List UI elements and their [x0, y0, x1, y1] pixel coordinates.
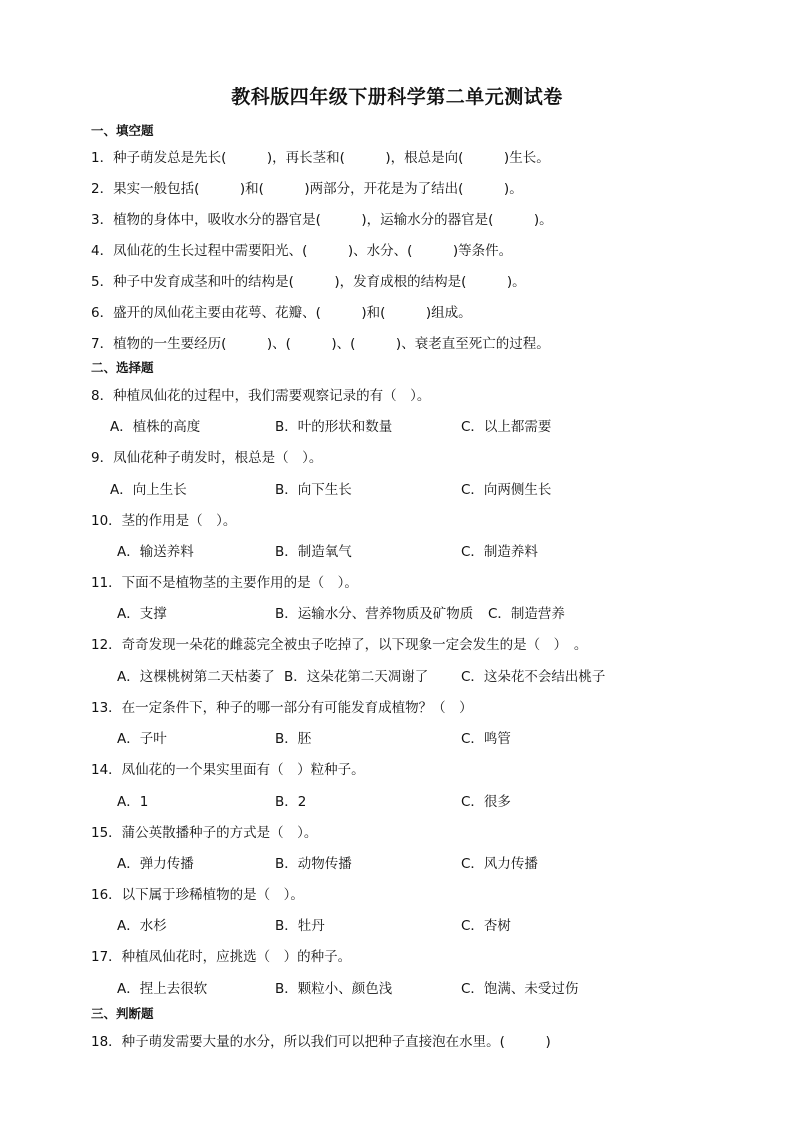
option-c: C．鸣管	[461, 731, 511, 747]
options-row	[0, 478, 794, 498]
question-4: 4．凤仙花的生长过程中需要阳光、( )、水分、( )等条件。	[91, 243, 513, 259]
option-a: A．水杉	[117, 918, 167, 934]
options-row	[0, 852, 794, 872]
option-a: A．1	[117, 794, 149, 810]
section-judge-heading: 三、判断题	[91, 1006, 154, 1021]
option-b: B．胚	[275, 731, 312, 747]
option-a: A．捏上去很软	[117, 981, 208, 997]
option-b: B．运输水分、营养物质及矿物质	[275, 606, 474, 622]
options-row	[0, 415, 794, 435]
section-choice-heading: 二、选择题	[91, 360, 154, 375]
question-2: 2．果实一般包括( )和( )两部分，开花是为了结出( )。	[91, 181, 523, 197]
option-a: A．这棵桃树第二天枯萎了	[117, 669, 275, 685]
option-a: A．输送养料	[117, 544, 194, 560]
option-a: A．向上生长	[110, 482, 187, 498]
section-fill-blank-heading: 一、填空题	[91, 123, 154, 138]
question-16: 16．以下属于珍稀植物的是（ ）。	[91, 887, 304, 903]
question-13: 13．在一定条件下，种子的哪一部分有可能发育成植物？（ ）	[91, 700, 473, 716]
option-c: C．饱满、未受过伤	[461, 981, 579, 997]
options-row	[0, 602, 794, 622]
option-c: C．杏树	[461, 918, 511, 934]
option-a: A．子叶	[117, 731, 167, 747]
option-c: C．很多	[461, 794, 511, 810]
question-1: 1．种子萌发总是先长( )，再长茎和( )，根总是向( )生长。	[91, 150, 550, 166]
question-10: 10．茎的作用是（ ）。	[91, 513, 237, 529]
options-row	[0, 727, 794, 747]
option-c: C．制造养料	[461, 544, 538, 560]
option-a: A．弹力传播	[117, 856, 194, 872]
options-row	[0, 665, 794, 685]
option-a: A．支撑	[117, 606, 167, 622]
option-c: C．风力传播	[461, 856, 538, 872]
question-18: 18．种子萌发需要大量的水分，所以我们可以把种子直接泡在水里。( )	[91, 1034, 551, 1050]
option-c: C．以上都需要	[461, 419, 552, 435]
question-12: 12．奇奇发现一朵花的雌蕊完全被虫子吃掉了，以下现象一定会发生的是（ ） 。	[91, 637, 588, 653]
option-a: A．植株的高度	[110, 419, 201, 435]
question-6: 6．盛开的凤仙花主要由花萼、花瓣、( )和( )组成。	[91, 305, 472, 321]
option-c: C．制造营养	[488, 606, 565, 622]
page-title: 教科版四年级下册科学第二单元测试卷	[231, 86, 563, 108]
question-9: 9．凤仙花种子萌发时，根总是（ ）。	[91, 450, 323, 466]
question-7: 7．植物的一生要经历( )、( )、( )、衰老直至死亡的过程。	[91, 336, 550, 352]
question-17: 17．种植凤仙花时，应挑选（ ）的种子。	[91, 949, 352, 965]
question-14: 14．凤仙花的一个果实里面有（ ）粒种子。	[91, 762, 365, 778]
option-b: B．向下生长	[275, 482, 352, 498]
option-b: B．制造氧气	[275, 544, 352, 560]
option-c: C．向两侧生长	[461, 482, 552, 498]
option-b: B．动物传播	[275, 856, 352, 872]
option-b: B．颗粒小、颜色浅	[275, 981, 393, 997]
question-8: 8．种植凤仙花的过程中，我们需要观察记录的有（ ）。	[91, 388, 431, 404]
question-15: 15．蒲公英散播种子的方式是（ ）。	[91, 825, 318, 841]
option-b: B．这朵花第二天凋谢了	[284, 669, 429, 685]
question-3: 3．植物的身体中，吸收水分的器官是( )，运输水分的器官是( )。	[91, 212, 553, 228]
question-5: 5．种子中发育成茎和叶的结构是( )，发育成根的结构是( )。	[91, 274, 526, 290]
option-b: B．2	[275, 794, 307, 810]
option-b: B．叶的形状和数量	[275, 419, 393, 435]
options-row	[0, 790, 794, 810]
options-row	[0, 977, 794, 997]
option-c: C．这朵花不会结出桃子	[461, 669, 606, 685]
question-11: 11．下面不是植物茎的主要作用的是（ ）。	[91, 575, 358, 591]
options-row	[0, 540, 794, 560]
options-row	[0, 914, 794, 934]
option-b: B．牡丹	[275, 918, 325, 934]
